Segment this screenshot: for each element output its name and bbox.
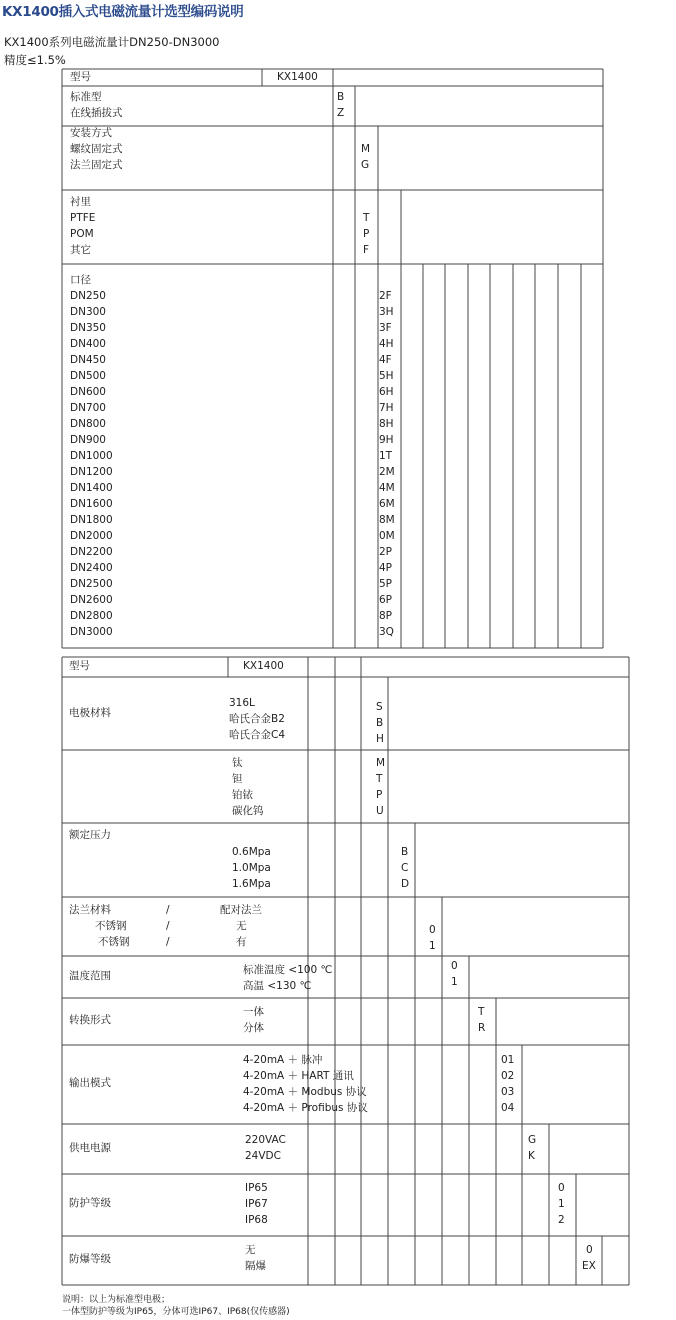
t1-diameter-label: DN2000: [70, 530, 113, 542]
t2-output-code: 03: [501, 1086, 515, 1098]
t2-flange-header2: 配对法兰: [220, 904, 262, 916]
t1-install-header: 安装方式: [70, 127, 112, 139]
t2-electrode-label: 哈氏合金B2: [229, 713, 285, 725]
t1-diameter-label: DN1200: [70, 466, 113, 478]
t1-diameter-code: 8P: [379, 610, 393, 622]
t2-pressure-label: 1.0Mpa: [232, 862, 271, 874]
t1-diameter-code: 3Q: [379, 626, 394, 638]
t2-protect-label: IP68: [245, 1214, 268, 1226]
t2-conv-code: R: [478, 1022, 486, 1034]
t1-type-label: 标准型: [70, 91, 102, 103]
t1-diameter-code: 9H: [379, 434, 394, 446]
t2-output-code: 04: [501, 1102, 515, 1114]
t2-electrode-code: U: [376, 805, 384, 817]
t1-diameter-label: DN700: [70, 402, 106, 414]
t1-diameter-label: DN500: [70, 370, 106, 382]
t2-output-label: 4-20mA ＋ HART 通讯: [243, 1070, 354, 1082]
t1-diameter-code: 4P: [379, 562, 393, 574]
t2-pressure-label: 1.6Mpa: [232, 878, 271, 890]
t1-lining-code: F: [363, 244, 370, 256]
t2-power-label: 220VAC: [245, 1134, 286, 1146]
t2-output-label: 4-20mA ＋ Modbus 协议: [243, 1086, 367, 1098]
t2-flange-slash: /: [166, 920, 170, 932]
t1-diameter-label: DN1800: [70, 514, 113, 526]
t2-electrode-label: 哈氏合金C4: [229, 729, 286, 741]
accuracy-text: 精度≤1.5%: [4, 53, 66, 67]
t2-conv-header: 转换形式: [69, 1014, 111, 1026]
t1-diameter-label: DN450: [70, 354, 106, 366]
t1-diameter-code: 8M: [379, 514, 395, 526]
t1-lining-code: T: [363, 212, 370, 224]
t1-type-code: B: [337, 91, 345, 103]
t1-lining-label: 其它: [70, 244, 91, 256]
t1-diameter-label: DN900: [70, 434, 106, 446]
t1-diameter-label: DN2500: [70, 578, 113, 590]
page-subtitle: KX1400系列电磁流量计DN250-DN3000: [4, 35, 220, 49]
t2-output-code: 01: [501, 1054, 515, 1066]
t2-electrode-code: B: [376, 717, 384, 729]
t2-flange-code: 1: [429, 940, 436, 952]
t1-lining-label: PTFE: [70, 212, 96, 224]
t1-install-label: 螺纹固定式: [70, 143, 123, 155]
t2-electrode-code: M: [376, 757, 386, 769]
t1-diameter-code: 8H: [379, 418, 394, 430]
t1-diameter-label: DN2200: [70, 546, 113, 558]
t2-power-label: 24VDC: [245, 1150, 281, 1162]
t1-diameter-code: 4M: [379, 482, 395, 494]
note-line: 说明：以上为标准型电极；: [62, 1295, 171, 1305]
page-title: KX1400插入式电磁流量计选型编码说明: [2, 4, 244, 20]
t2-conv-code: T: [478, 1006, 485, 1018]
t2-pressure-header: 额定压力: [69, 829, 111, 841]
t2-flange-header: 法兰材料: [69, 904, 111, 916]
t2-protect-label: IP65: [245, 1182, 268, 1194]
t2-protect-code: 1: [558, 1198, 565, 1210]
t2-electrode-label: 钛: [232, 757, 243, 769]
t2-output-label: 4-20mA ＋ 脉冲: [243, 1054, 323, 1066]
t1-diameter-label: DN800: [70, 418, 106, 430]
t2-temp-code: 1: [451, 976, 458, 988]
t1-diameter-label: DN2600: [70, 594, 113, 606]
t1-diameter-code: 5P: [379, 578, 393, 590]
t2-ex-header: 防爆等级: [69, 1253, 111, 1265]
t1-model-value: KX1400: [277, 71, 318, 83]
t2-protect-header: 防护等级: [69, 1197, 111, 1209]
t2-electrode-header: 电极材料: [69, 707, 111, 719]
t1-diameter-code: 6M: [379, 498, 395, 510]
t2-pressure-code: D: [401, 878, 410, 890]
t1-diameter-code: 6H: [379, 386, 394, 398]
t1-diameter-label: DN1400: [70, 482, 113, 494]
t2-flange-pair: 无: [236, 920, 247, 932]
t2-power-header: 供电电源: [69, 1142, 111, 1154]
t1-diameter-code: 6P: [379, 594, 393, 606]
t1-diameter-label: DN600: [70, 386, 106, 398]
t1-install-code: M: [361, 143, 371, 155]
t1-model-label: 型号: [70, 71, 91, 83]
t1-diameter-code: 2M: [379, 466, 395, 478]
t2-ex-label: 无: [245, 1244, 256, 1256]
t1-diameter-code: 5H: [379, 370, 394, 382]
t2-flange-slash: /: [166, 904, 170, 916]
t2-electrode-code: S: [376, 701, 383, 713]
t2-electrode-code: T: [376, 773, 383, 785]
t2-flange-pair: 有: [236, 936, 247, 948]
t2-electrode-label: 316L: [229, 697, 255, 709]
t2-output-label: 4-20mA ＋ Profibus 协议: [243, 1102, 368, 1114]
t1-lining-label: POM: [70, 228, 94, 240]
t2-ex-label: 隔爆: [245, 1260, 266, 1272]
t2-protect-label: IP67: [245, 1198, 268, 1210]
t2-ex-code: 0: [586, 1244, 593, 1256]
t2-temp-label: 标准温度 <100 ℃: [243, 964, 333, 976]
t1-diameter-label: DN3000: [70, 626, 113, 638]
t1-diameter-header: 口径: [70, 274, 91, 286]
t1-lining-header: 衬里: [70, 196, 91, 208]
t2-pressure-code: B: [401, 846, 409, 858]
t1-diameter-code: 4F: [379, 354, 392, 366]
t1-diameter-label: DN400: [70, 338, 106, 350]
t2-temp-header: 温度范围: [69, 970, 111, 982]
t1-install-label: 法兰固定式: [70, 159, 123, 171]
t2-electrode-label: 铂铱: [232, 789, 253, 801]
t1-diameter-code: 7H: [379, 402, 394, 414]
t2-flange-material: 不锈钢: [98, 936, 130, 948]
t2-ex-code: EX: [582, 1260, 596, 1272]
t1-diameter-code: 4H: [379, 338, 394, 350]
t2-flange-slash: /: [166, 936, 170, 948]
t2-temp-code: 0: [451, 960, 458, 972]
t2-output-code: 02: [501, 1070, 515, 1082]
t2-flange-code: 0: [429, 924, 436, 936]
t1-diameter-code: 3H: [379, 306, 394, 318]
t2-conv-label: 分体: [243, 1022, 264, 1034]
t1-diameter-code: 1T: [379, 450, 393, 462]
t2-power-code: K: [528, 1150, 535, 1162]
t1-diameter-label: DN350: [70, 322, 106, 334]
t2-pressure-code: C: [401, 862, 409, 874]
t2-electrode-code: P: [376, 789, 383, 801]
t1-type-label: 在线插拔式: [70, 107, 123, 119]
t1-diameter-code: 2P: [379, 546, 393, 558]
t2-electrode-code: H: [376, 733, 384, 745]
t2-power-code: G: [528, 1134, 537, 1146]
t1-diameter-code: 2F: [379, 290, 392, 302]
t1-diameter-label: DN1000: [70, 450, 113, 462]
t1-diameter-code: 0M: [379, 530, 395, 542]
note-line: 一体型防护等级为IP65，分体可选IP67、IP68(仅传感器): [62, 1307, 290, 1317]
t2-flange-material: 不锈钢: [95, 920, 127, 932]
t2-conv-label: 一体: [243, 1006, 264, 1018]
t1-lining-code: P: [363, 228, 370, 240]
t2-electrode-label: 碳化钨: [232, 805, 264, 817]
t2-protect-code: 0: [558, 1182, 565, 1194]
t1-diameter-label: DN2800: [70, 610, 113, 622]
t1-install-code: G: [361, 159, 370, 171]
t1-diameter-code: 3F: [379, 322, 392, 334]
t2-protect-code: 2: [558, 1214, 565, 1226]
t2-model-value: KX1400: [243, 660, 284, 672]
t2-electrode-label: 钽: [232, 773, 243, 785]
t1-diameter-label: DN250: [70, 290, 106, 302]
t1-diameter-label: DN300: [70, 306, 106, 318]
t2-pressure-label: 0.6Mpa: [232, 846, 271, 858]
t2-output-header: 输出模式: [69, 1077, 111, 1089]
t1-type-code: Z: [337, 107, 345, 119]
t2-model-label: 型号: [69, 660, 90, 672]
t2-temp-label: 高温 <130 ℃: [243, 980, 312, 992]
t1-diameter-label: DN2400: [70, 562, 113, 574]
t1-diameter-label: DN1600: [70, 498, 113, 510]
